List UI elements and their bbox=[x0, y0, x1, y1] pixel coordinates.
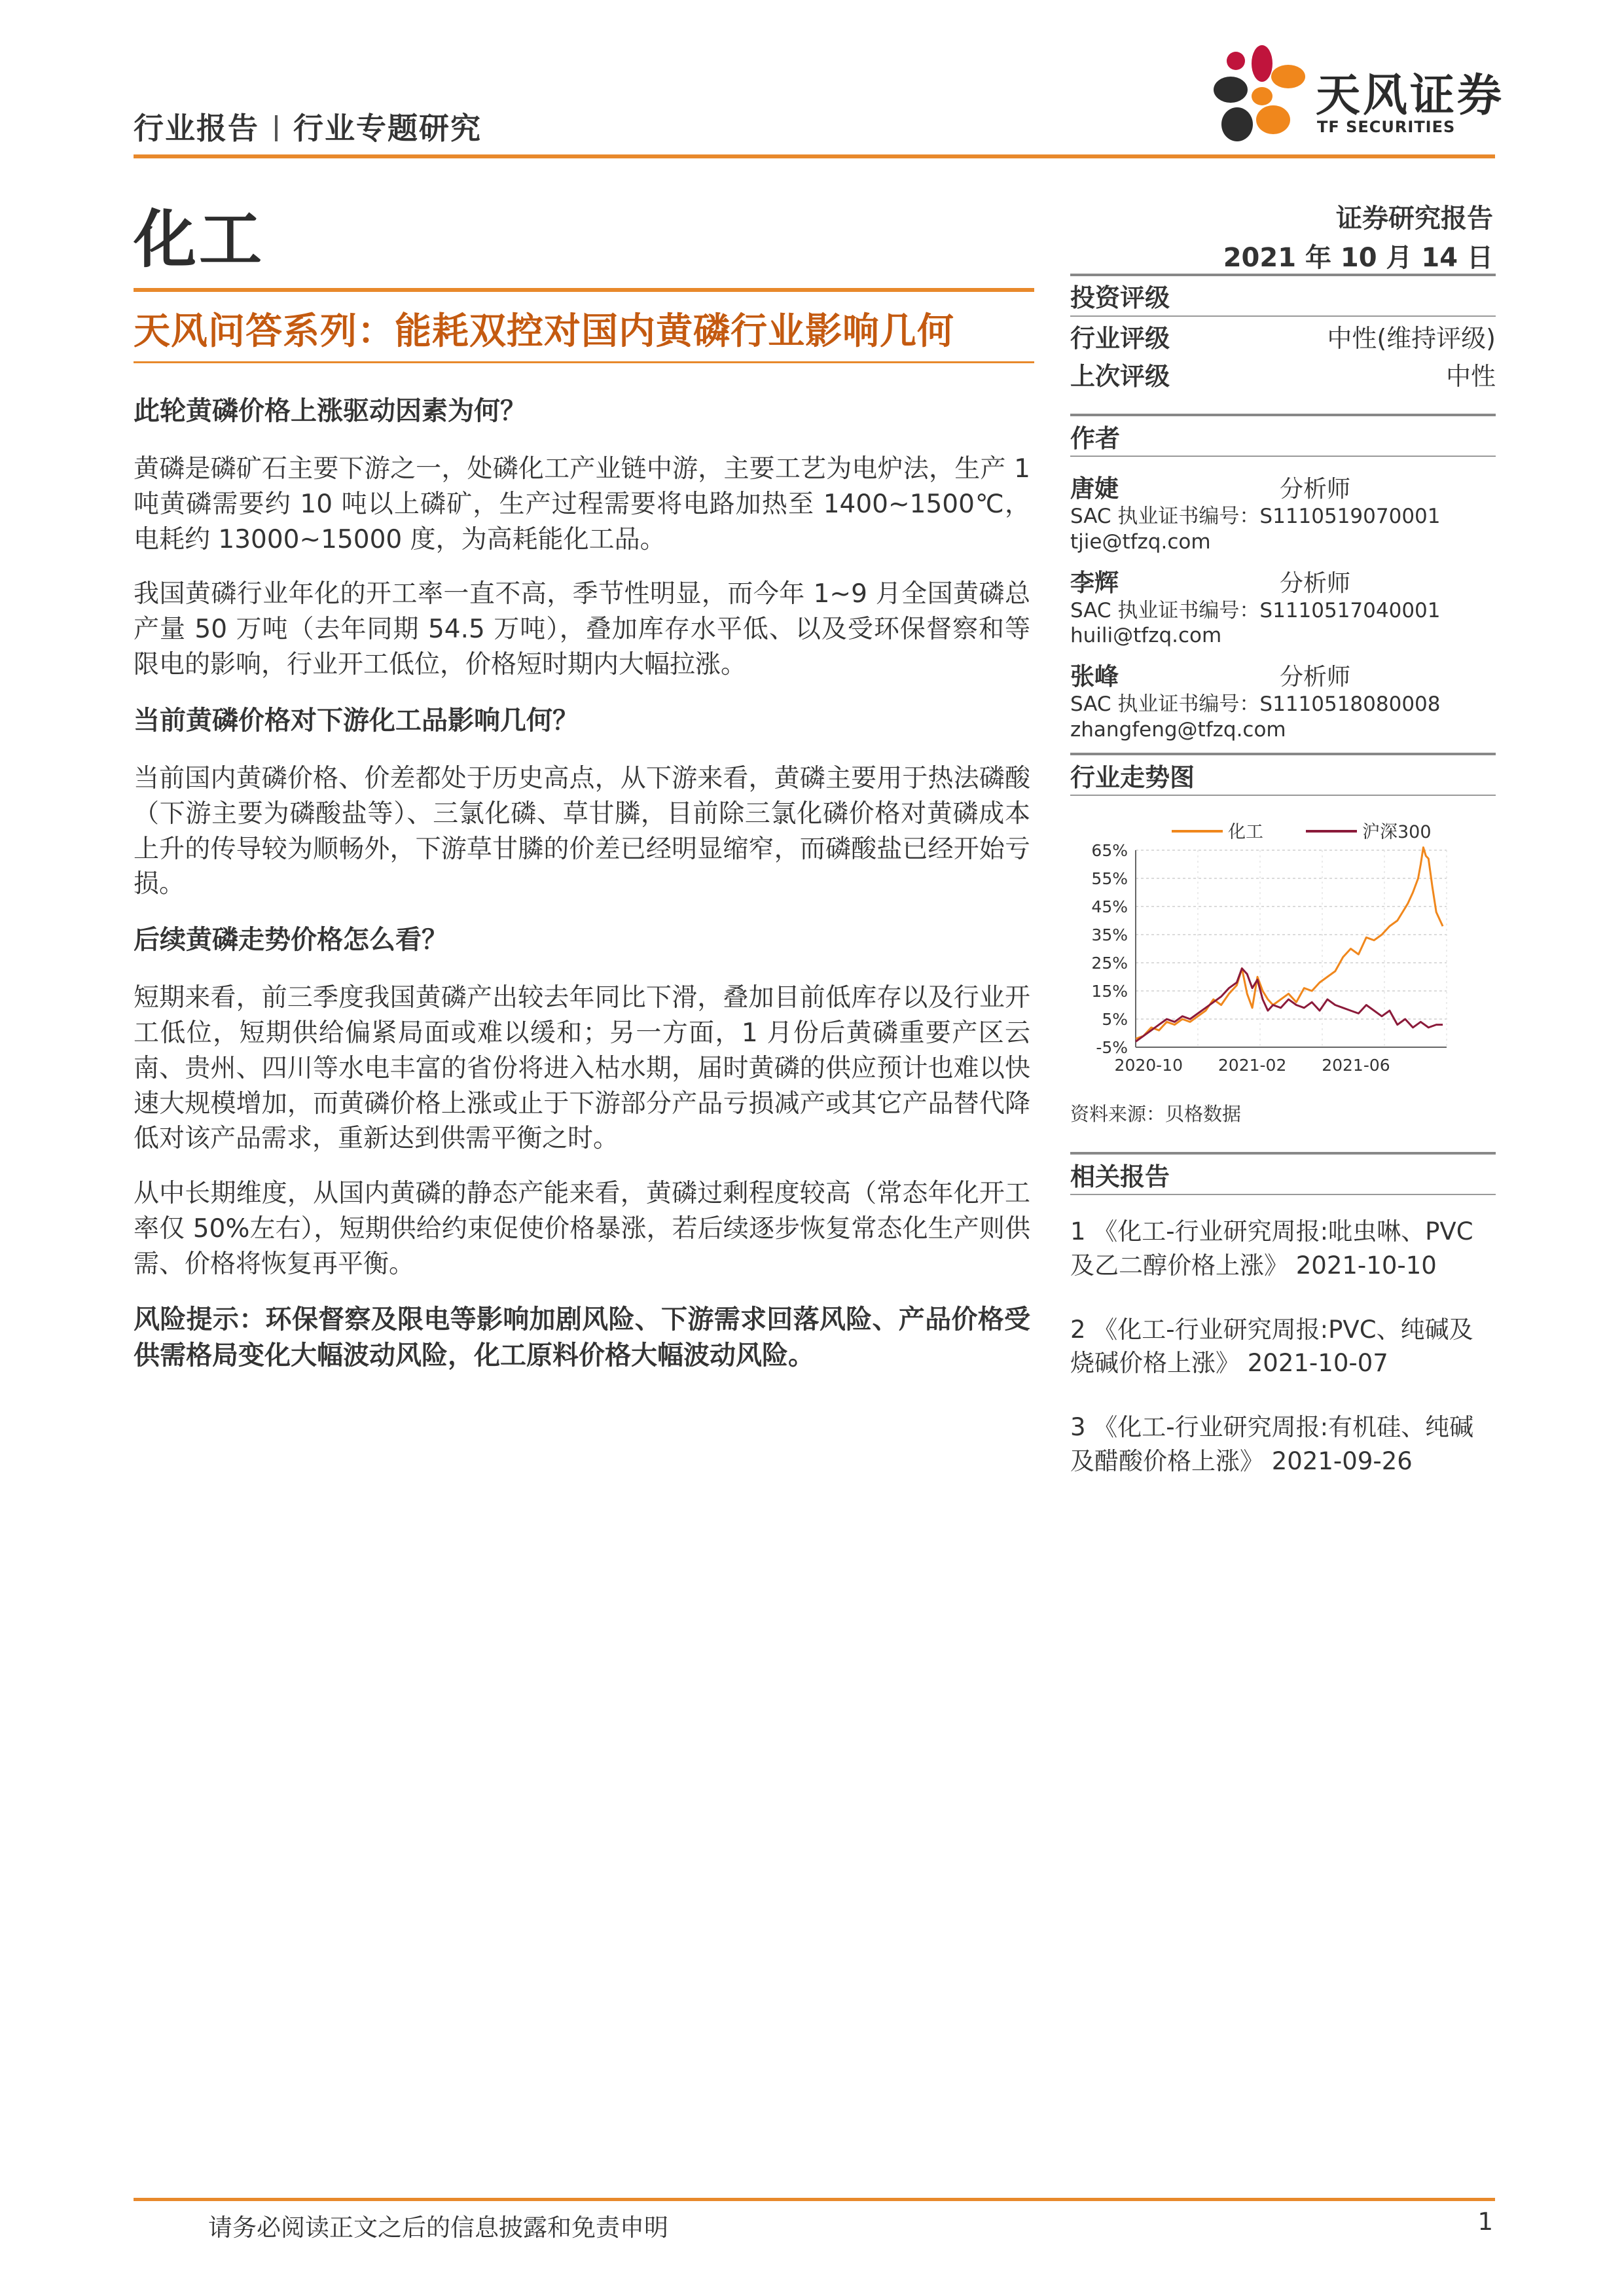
y-tick-label: 15% bbox=[1091, 982, 1128, 1001]
footer-divider bbox=[134, 2198, 1495, 2201]
body-paragraph: 短期来看，前三季度我国黄磷产出较去年同比下滑，叠加目前低库存以及行业开工低位，短期供给偏紧局面或难以缓和；另一方面，1 月份后黄磷重要产区云南、贵州、四川等水电丰富的省份将进入枯水期，届时黄磷的供应预计也难以快速大规模增加，而黄磷价格上涨或止于下游部分产品亏损减产或其它产品替代降低对该产品需求，重新达到供需平衡之时。 bbox=[134, 983, 1030, 1154]
document-title: 天风问答系列：能耗双控对国内黄磷行业影响几何 bbox=[134, 310, 954, 353]
report-date: 2021 年 10 月 14 日 bbox=[1223, 243, 1493, 273]
author-role: 分析师 bbox=[1280, 664, 1351, 691]
authors-divider-thin bbox=[1070, 456, 1496, 457]
body-paragraph: 黄磷是磷矿石主要下游之一，处磷化工产业链中游，主要工艺为电炉法，生产 1 吨黄磷需要约 10 吨以上磷矿，生产过程需要将电路加热至 1400~1500℃，电耗约 13000~15000 度，为高耗能化工品。 bbox=[134, 454, 1030, 554]
related-divider bbox=[1070, 1152, 1496, 1155]
rating-section bbox=[1070, 274, 1496, 393]
industry-rating-value: 中性(维持评级) bbox=[1327, 323, 1496, 353]
industry-trend-chart bbox=[1070, 802, 1496, 1090]
question-heading-2: 当前黄磷价格对下游化工品影响几何？ bbox=[134, 705, 579, 736]
series-line bbox=[1136, 969, 1443, 1042]
body-paragraph: 从中长期维度，从国内黄磷的静态产能来看，黄磷过剩程度较高（常态年化开工率仅 50%左右），短期供给约束促使价格暴涨，若后续逐步恢复常态化生产则供需、价格将恢复再平衡。 bbox=[134, 1179, 1030, 1279]
chart-x-axis bbox=[1115, 1056, 1390, 1075]
report-subcategory: 行业专题研究 bbox=[293, 111, 482, 146]
chart-series bbox=[1136, 848, 1443, 1042]
question-heading-3: 后续黄磷走势价格怎么看？ bbox=[134, 925, 448, 956]
y-tick-label: -5% bbox=[1096, 1038, 1128, 1057]
chart-grid bbox=[1136, 850, 1447, 1047]
previous-rating-value: 中性 bbox=[1445, 361, 1496, 391]
chart-source: 资料来源：贝格数据 bbox=[1070, 1103, 1242, 1125]
question-heading-1: 此轮黄磷价格上涨驱动因素为何？ bbox=[134, 396, 526, 426]
breadcrumb-separator bbox=[275, 115, 278, 141]
chart-legend bbox=[1172, 822, 1432, 842]
legend-label: 沪深300 bbox=[1362, 822, 1432, 842]
author-name: 唐婕 bbox=[1070, 475, 1119, 503]
related-divider-thin bbox=[1070, 1194, 1496, 1195]
y-tick-label: 35% bbox=[1091, 925, 1128, 944]
y-tick-label: 5% bbox=[1102, 1010, 1128, 1029]
body-paragraph: 我国黄磷行业年化的开工率一直不高，季节性明显，而今年 1~9 月全国黄磷总产量 50 万吨（去年同期 54.5 万吨），叠加库存水平低、以及受环保督察和等限电的影响，行业开工低位，价格短时期内大幅拉涨。 bbox=[134, 579, 1030, 680]
trend-heading: 行业走势图 bbox=[1070, 763, 1195, 792]
page-number: 1 bbox=[1477, 2208, 1493, 2236]
company-logo-text-en: TF SECURITIES bbox=[1317, 118, 1456, 136]
legend-label: 化工 bbox=[1228, 822, 1263, 842]
x-tick-label: 2021-02 bbox=[1218, 1056, 1287, 1075]
y-tick-label: 25% bbox=[1091, 954, 1128, 973]
trend-divider-thin bbox=[1070, 795, 1496, 796]
author-role: 分析师 bbox=[1280, 569, 1351, 597]
author-role: 分析师 bbox=[1280, 476, 1351, 503]
series-line bbox=[1136, 848, 1443, 1039]
author-cert: SAC 执业证书编号：S1110519070001 bbox=[1070, 505, 1441, 528]
report-category: 行业报告 bbox=[134, 111, 259, 146]
authors-heading: 作者 bbox=[1070, 424, 1121, 453]
x-tick-label: 2021-06 bbox=[1322, 1056, 1390, 1075]
related-report-link[interactable]: 3 《化工-行业研究周报:有机硅、纯碱及醋酸价格上涨》 2021-09-26 bbox=[1070, 1413, 1474, 1475]
report-type: 证券研究报告 bbox=[1336, 204, 1493, 234]
y-tick-label: 45% bbox=[1091, 897, 1128, 916]
x-tick-label: 2020-10 bbox=[1114, 1056, 1183, 1075]
header-divider bbox=[134, 154, 1495, 158]
author-cert: SAC 执业证书编号：S1110517040001 bbox=[1070, 598, 1441, 622]
authors-section bbox=[1070, 414, 1496, 743]
related-heading: 相关报告 bbox=[1070, 1162, 1170, 1191]
company-logo-text-cn: 天风证券 bbox=[1316, 70, 1505, 122]
rating-heading: 投资评级 bbox=[1070, 283, 1170, 312]
report-breadcrumb bbox=[134, 105, 482, 148]
previous-rating-row bbox=[1070, 355, 1496, 393]
industry-rating-label: 行业评级 bbox=[1070, 323, 1170, 353]
trend-divider bbox=[1070, 753, 1496, 755]
previous-rating-label: 上次评级 bbox=[1070, 361, 1170, 391]
author-name: 张峰 bbox=[1070, 662, 1119, 691]
author-entry bbox=[1070, 469, 1496, 555]
main-content bbox=[134, 393, 1030, 1374]
author-name: 李辉 bbox=[1070, 568, 1119, 597]
title-divider-top bbox=[134, 288, 1034, 292]
title-divider-bottom bbox=[134, 361, 1034, 363]
related-report-link[interactable]: 2 《化工-行业研究周报:PVC、纯碱及烧碱价格上涨》 2021-10-07 bbox=[1070, 1315, 1473, 1378]
body-paragraph: 当前国内黄磷价格、价差都处于历史高点，从下游来看，黄磷主要用于热法磷酸（下游主要为磷酸盐等）、三氯化磷、草甘膦，目前除三氯化磷价格对黄磷成本上升的传导较为顺畅外，下游草甘膦的价差已经明显缩窄，而磷酸盐已经开始亏损。 bbox=[134, 763, 1030, 899]
rating-divider bbox=[1070, 274, 1496, 276]
author-email[interactable]: zhangfeng@tfzq.com bbox=[1070, 717, 1286, 742]
authors-divider bbox=[1070, 414, 1496, 416]
footer-disclaimer[interactable]: 请务必阅读正文之后的信息披露和免责申明 bbox=[208, 2214, 668, 2242]
y-tick-label: 65% bbox=[1091, 841, 1128, 860]
author-email[interactable]: tjie@tfzq.com bbox=[1070, 529, 1211, 554]
y-tick-label: 55% bbox=[1091, 869, 1128, 888]
author-cert: SAC 执业证书编号：S1110518080008 bbox=[1070, 692, 1441, 716]
author-email[interactable]: huili@tfzq.com bbox=[1070, 624, 1222, 648]
author-entry bbox=[1070, 656, 1496, 743]
related-section bbox=[1070, 1152, 1496, 1479]
industry-name: 化工 bbox=[134, 203, 264, 276]
related-report-link[interactable]: 1 《化工-行业研究周报:吡虫啉、PVC 及乙二醇价格上涨》 2021-10-10 bbox=[1070, 1217, 1473, 1280]
industry-rating-row bbox=[1070, 317, 1496, 355]
risk-warning: 风险提示：环保督察及限电等影响加剧风险、下游需求回落风险、产品价格受供需格局变化大幅波动风险，化工原料价格大幅波动风险。 bbox=[134, 1304, 1030, 1371]
trend-section bbox=[1070, 753, 1496, 796]
chart-y-axis bbox=[1091, 841, 1128, 1057]
author-entry bbox=[1070, 563, 1496, 649]
